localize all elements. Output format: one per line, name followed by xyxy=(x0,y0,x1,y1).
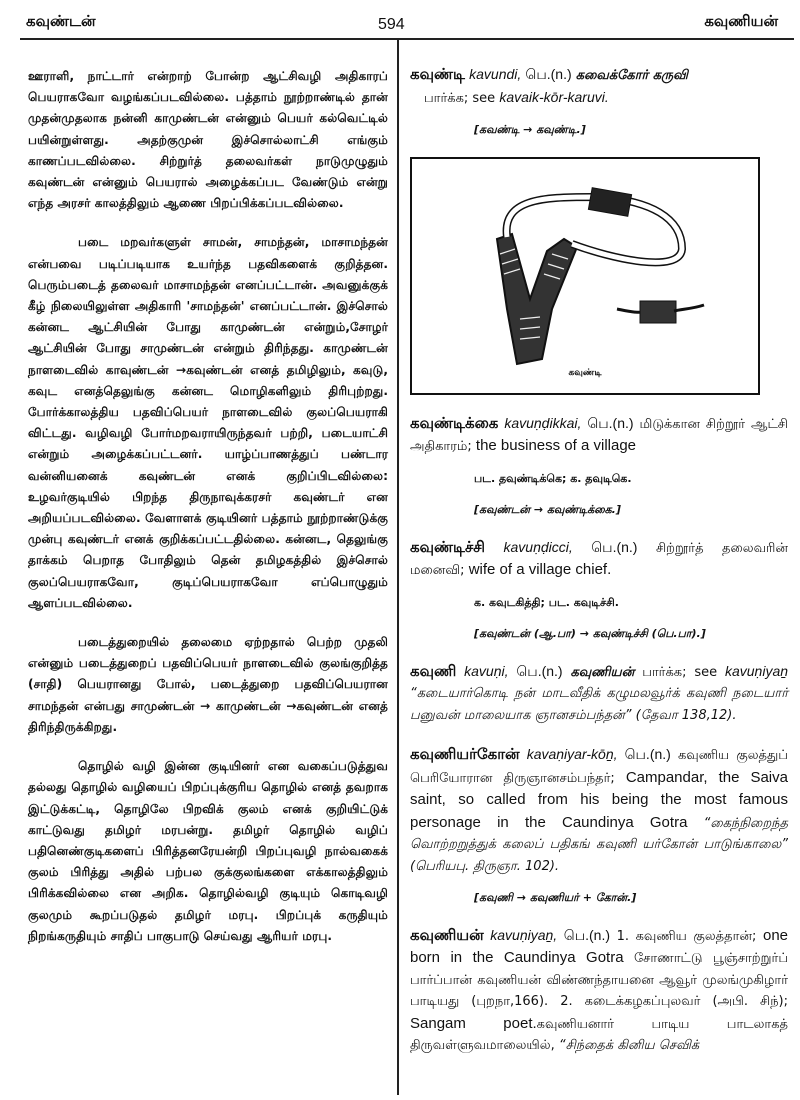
see-text: பார்க்க; see xyxy=(642,664,718,680)
page-number: 594 xyxy=(378,16,405,33)
slingshot-handle xyxy=(497,234,577,364)
etymology: [கவண்டி → கவுண்டி.] xyxy=(474,123,586,136)
definition-english: Sangam poet. xyxy=(410,1014,537,1032)
part-of-speech: பெ.(n.) xyxy=(563,926,611,943)
headword: கவுணியன் xyxy=(410,925,484,944)
dictionary-entry xyxy=(410,744,788,877)
part-of-speech: பெ.(n.) xyxy=(525,66,572,82)
definition-tamil: மிடுக்கான சிற்றூர் ஆட்சி அதிகாரம்; xyxy=(410,416,788,454)
transliteration: kavundi, xyxy=(469,66,522,82)
etymology: [கவுண்டன் → கவுண்டிக்கை.] xyxy=(474,503,621,516)
definition-english: one born in the Caundinya Gotra xyxy=(410,926,789,966)
paragraph: தொழில் வழி இன்ன குடியினர் என வகைப்படுத்துவ தல்லது தொழில் வழியைப் பிறப்புக்குரிய தொழில் எனத் தவறாக இட்டுக்கட்டி, தொழிலே பிறவிக் குலம் எனக் குறியிட்டுக் காட்டுவது தமிழர் மரபன்று. தமிழர் தொழில் வழிப் பதினெண்குடிகளைப் பிரித்தனரேயன்றி பிறப்புவழி நால்வகைக் குலம் பிரித்து அதில் பற்பல குக்குலங்களை எக்காலத்திலும் பிரிக்கவில்லை என அறிக. தொழில்வழி குடியும் கொடிவழி குலமும் கூறப்படுதல் தமிழர் மரபு. பிறப்புக் கருதியும் நிறங்கருதியும் சாதிப் பாகுபாடு செய்வது ஆரியர் மரபு. xyxy=(28,759,388,943)
cognates: க. கவுடகித்தி; பட. கவுடிச்சி. xyxy=(474,595,619,609)
definition-english: wife of a village chief. xyxy=(468,561,612,578)
dictionary-entry xyxy=(410,537,788,582)
see-transliteration: kavaik-kōr-karuvi. xyxy=(499,88,609,105)
see-transliteration: kavuṇiyaṉ xyxy=(724,662,789,679)
see-text: பார்க்க; see xyxy=(424,90,496,106)
etymology: [கவுணி → கவுணியர் + கோன்.] xyxy=(474,891,637,904)
transliteration: kavuṇiyaṉ, xyxy=(490,926,558,943)
left-column xyxy=(28,66,388,965)
figure-caption: கவுண்டி xyxy=(568,368,602,378)
citation-quote: “சிந்தைக் கினிய செவிக் xyxy=(558,1038,700,1053)
headword: கவுணி xyxy=(410,661,457,680)
slingshot-pouch xyxy=(588,187,631,216)
cognates: பட. தவுண்டிக்கெ; க. தவுடிகெ. xyxy=(474,471,632,485)
right-column xyxy=(410,64,788,1065)
cross-reference: கவைக்கோர் கருவி xyxy=(575,68,688,83)
citation-quote: “கைந்நிறைந்த வொற்றறுத்துக் கலைப் பதிகங் கவுணி யர்கோன் பாடுங்காலை” (பெரியபு. திருஞா. 102). xyxy=(410,815,788,874)
part-of-speech: பெ.(n.) xyxy=(516,662,563,679)
definition-tamil: கவுணியனார் பாடிய பாடலாகத் திருவள்ளுவமாலையில், xyxy=(410,1016,788,1053)
part-of-speech: பெ.(n.) xyxy=(591,538,638,555)
guide-word-left: கவுண்டன் xyxy=(26,12,96,30)
definition-tamil: கவுணிய குலத்துப் பெரியோரான திருஞானசம்பந்தர்; xyxy=(410,748,788,786)
part-of-speech: பெ.(n.) xyxy=(587,414,634,431)
slingshot-illustration xyxy=(412,159,758,393)
guide-word-right: கவுணியன் xyxy=(704,12,778,30)
header-rule xyxy=(20,38,794,40)
transliteration: kavuṇḍicci, xyxy=(503,538,573,555)
dictionary-entry xyxy=(410,64,788,109)
definition-english: Campandar, the Saiva saint, so called from his being the most famous personage in the Caundinya Gotra xyxy=(410,768,788,831)
paragraph: படை மறவர்களுள் சாமன், சாமந்தன், மாசாமந்தன் என்பவை படிப்படியாக உயர்ந்த பதவிகளைக் குறித்தன. பெரும்படைத் தலைவர் மாசாமந்தன் எனப்பட்டான். அவனுக்குக் கீழ் நிலையிலுள்ள அதிகாரி 'சாமந்தன்' எனப்பட்டான். இச்சொல் கன்னட ஆட்சியின் போது காமுண்டன் என்றும்,சோழர் ஆட்சியின் போது சாமுண்டன் என்றும் திரிந்தது. காமுண்டன் நாளடைவில் காவுண்டன் →கவுண்டன் எனத் தமிழிலும், கவுடு, கவுட எனத்தெலுங்கு கன்னட மொழிகளிலும் திரிபுற்றது. போர்க்காலத்திய பதவிப்பெயர் நாளடைவில் குலப்பெயராகி விட்டது. வழிவழி போர்மறவராயிருந்தவர் பற்றி, படையாட்சி என்றும் அழைக்கப்பட்டனர். யாழ்ப்பாணத்துப் பண்டார வன்னியனைக் கவுண்டன் எனக் குறிப்பிடவில்லை: உழவர்குடியில் பிறந்த திருநாவுக்கரசர் கவுண்டர் என அறியப்படவில்லை. வேளாளக் குடியினர் பத்தாம் நூற்றாண்டுக்கு முன்பு கவுண்டர் எனக் குறிக்கப்பட்டதில்லை. கன்னட, தெலுங்கு தாக்கம் பெறாத போதிலும் தென் தமிழகத்தில் இச்சொல் குலப்பெயராகவோ, குடிப்பெயராகவோ எப்பொழுதும் ஆளப்படவில்லை. xyxy=(28,235,388,610)
definition-tamil: சோணாட்டு பூஞ்சாற்றுர்ப் பார்ப்பான் கவுணியன் விண்ணந்தாயனை ஆவூர் முலங்முகிழார் பாடியது (புறநா,166). 2. கடைக்கழகப்புலவர் (அபி. சிந்); xyxy=(410,951,788,1009)
headword: கவுண்டிக்கை xyxy=(410,413,499,432)
paragraph: ஊராளி, நாட்டார் என்றாற் போன்ற ஆட்சிவழி அதிகாரப் பெயராகவோ வழங்கப்படவில்லை. பத்தாம் நூற்றாண்டில் தான் முதன்முதலாக நன்னி காமுண்டன் என்னும் பெயர் கல்வெட்டில் பயின்றுள்ளது. அதற்குமுன் இச்சொல்லாட்சி எங்கும் காணப்படவில்லை. சிற்றுர்த் தலைவர்கள் நாடுமுழுதும் கவுண்டன் என்னும் பெயரால் அழைக்கப்பட வேண்டும் என்று எந்த அரசர் காலத்திலும் ஆணை பிறப்பிக்கப்படவில்லை. xyxy=(28,69,388,211)
dictionary-entry xyxy=(410,661,788,727)
pouch-detail xyxy=(617,301,704,323)
headword: கவுண்டி xyxy=(410,65,465,83)
definition-english: the business of a village xyxy=(475,437,637,454)
part-of-speech: பெ.(n.) xyxy=(624,746,671,762)
cross-reference: கவுணியன் xyxy=(570,664,635,680)
citation-quote: “கடையார்கொடி நன் மாடவீதிக் கழுமலவூர்க் கவுணி நடையார் பனுவன் மாலையாக ஞானசம்பந்தன்” (தேவா 138,12). xyxy=(410,686,788,723)
dictionary-entry xyxy=(410,925,788,1057)
transliteration: kavaṇiyar-kōṉ, xyxy=(526,746,618,762)
definition-tamil: 1. கவுணிய குலத்தான்; xyxy=(616,928,757,944)
page-header xyxy=(0,0,800,40)
column-divider xyxy=(397,39,399,1095)
definition-tamil: சிற்றூர்த் தலைவரின் மனைவி; xyxy=(410,540,789,578)
transliteration: kavuṇḍikkai, xyxy=(504,414,582,431)
headword: கவுணியர்கோன் xyxy=(410,745,520,763)
etymology: [கவுண்டன் (ஆ.பா) → கவுண்டிச்சி (பெ.பா).] xyxy=(474,627,706,640)
headword: கவுண்டிச்சி xyxy=(410,537,486,556)
dictionary-entry xyxy=(410,413,788,458)
paragraph: படைத்துறையில் தலைமை ஏற்றதால் பெற்ற முதலி என்னும் படைத்துறைப் பதவிப்பெயர் நாளடைவில் குலங்குறித்த (சாதி) பெயரானது போல், படைத்துறை பதவிப்பெயரான சாமந்தன் என்பது சாமுண்டன் → காமுண்டன் →கவுண்டன் எனத் திரிந்திருக்கிறது. xyxy=(28,635,388,734)
illustration-frame xyxy=(410,157,760,395)
transliteration: kavuṇi, xyxy=(464,662,509,679)
